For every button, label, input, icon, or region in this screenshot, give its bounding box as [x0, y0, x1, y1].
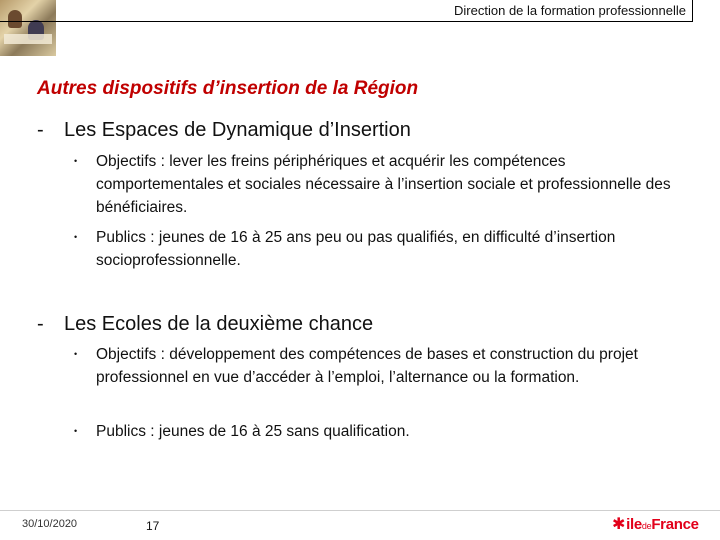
section-dash: -: [37, 119, 44, 141]
bullet-marker: •: [74, 349, 78, 359]
section-heading: [37, 313, 373, 336]
logo-text-de: de: [641, 521, 652, 531]
logo-text-ile: ile: [626, 516, 642, 533]
header-photo: [0, 0, 56, 56]
bullet-marker: •: [74, 232, 78, 242]
header-divider: [0, 21, 692, 22]
section-heading-text: Les Espaces de Dynamique d’Insertion: [64, 119, 411, 141]
bullet-text: Publics : jeunes de 16 à 25 ans peu ou pas qualifiés, en difficulté d’insertion socioprofessionnelle.: [96, 229, 616, 269]
bullet-marker: •: [74, 156, 78, 166]
bullet-item: [74, 420, 674, 443]
logo-text-france: France: [651, 516, 699, 533]
header-title: Direction de la formation professionnelle: [454, 3, 686, 18]
bullet-marker: •: [74, 426, 78, 436]
bullet-item: [74, 343, 674, 389]
header-divider-tick: [692, 0, 693, 22]
section-heading-text: Les Ecoles de la deuxième chance: [64, 313, 374, 335]
bullet-text: Publics : jeunes de 16 à 25 sans qualification.: [96, 423, 410, 440]
region-logo: [612, 514, 699, 534]
section-heading: [37, 119, 411, 142]
photo-desk: [4, 34, 52, 44]
footer-divider: [0, 510, 720, 511]
logo-star-icon: ✱: [612, 516, 626, 533]
section-dash: -: [37, 313, 44, 335]
bullet-text: Objectifs : développement des compétences de bases et construction du projet professionnel en vue d’accéder à l’emploi, l’alternance ou la formation.: [96, 346, 638, 386]
footer-date: 30/10/2020: [22, 518, 78, 530]
bullet-item: [74, 226, 674, 272]
photo-person: [8, 10, 22, 28]
bullet-item: [74, 150, 674, 219]
page-number: 17: [146, 519, 160, 533]
bullet-text: Objectifs : lever les freins périphériques et acquérir les compétences comportementales et sociales nécessaire à l’insertion sociale et professionnelle des bénéficiaires.: [96, 153, 671, 216]
slide-title: Autres dispositifs d’insertion de la Région: [37, 78, 419, 99]
